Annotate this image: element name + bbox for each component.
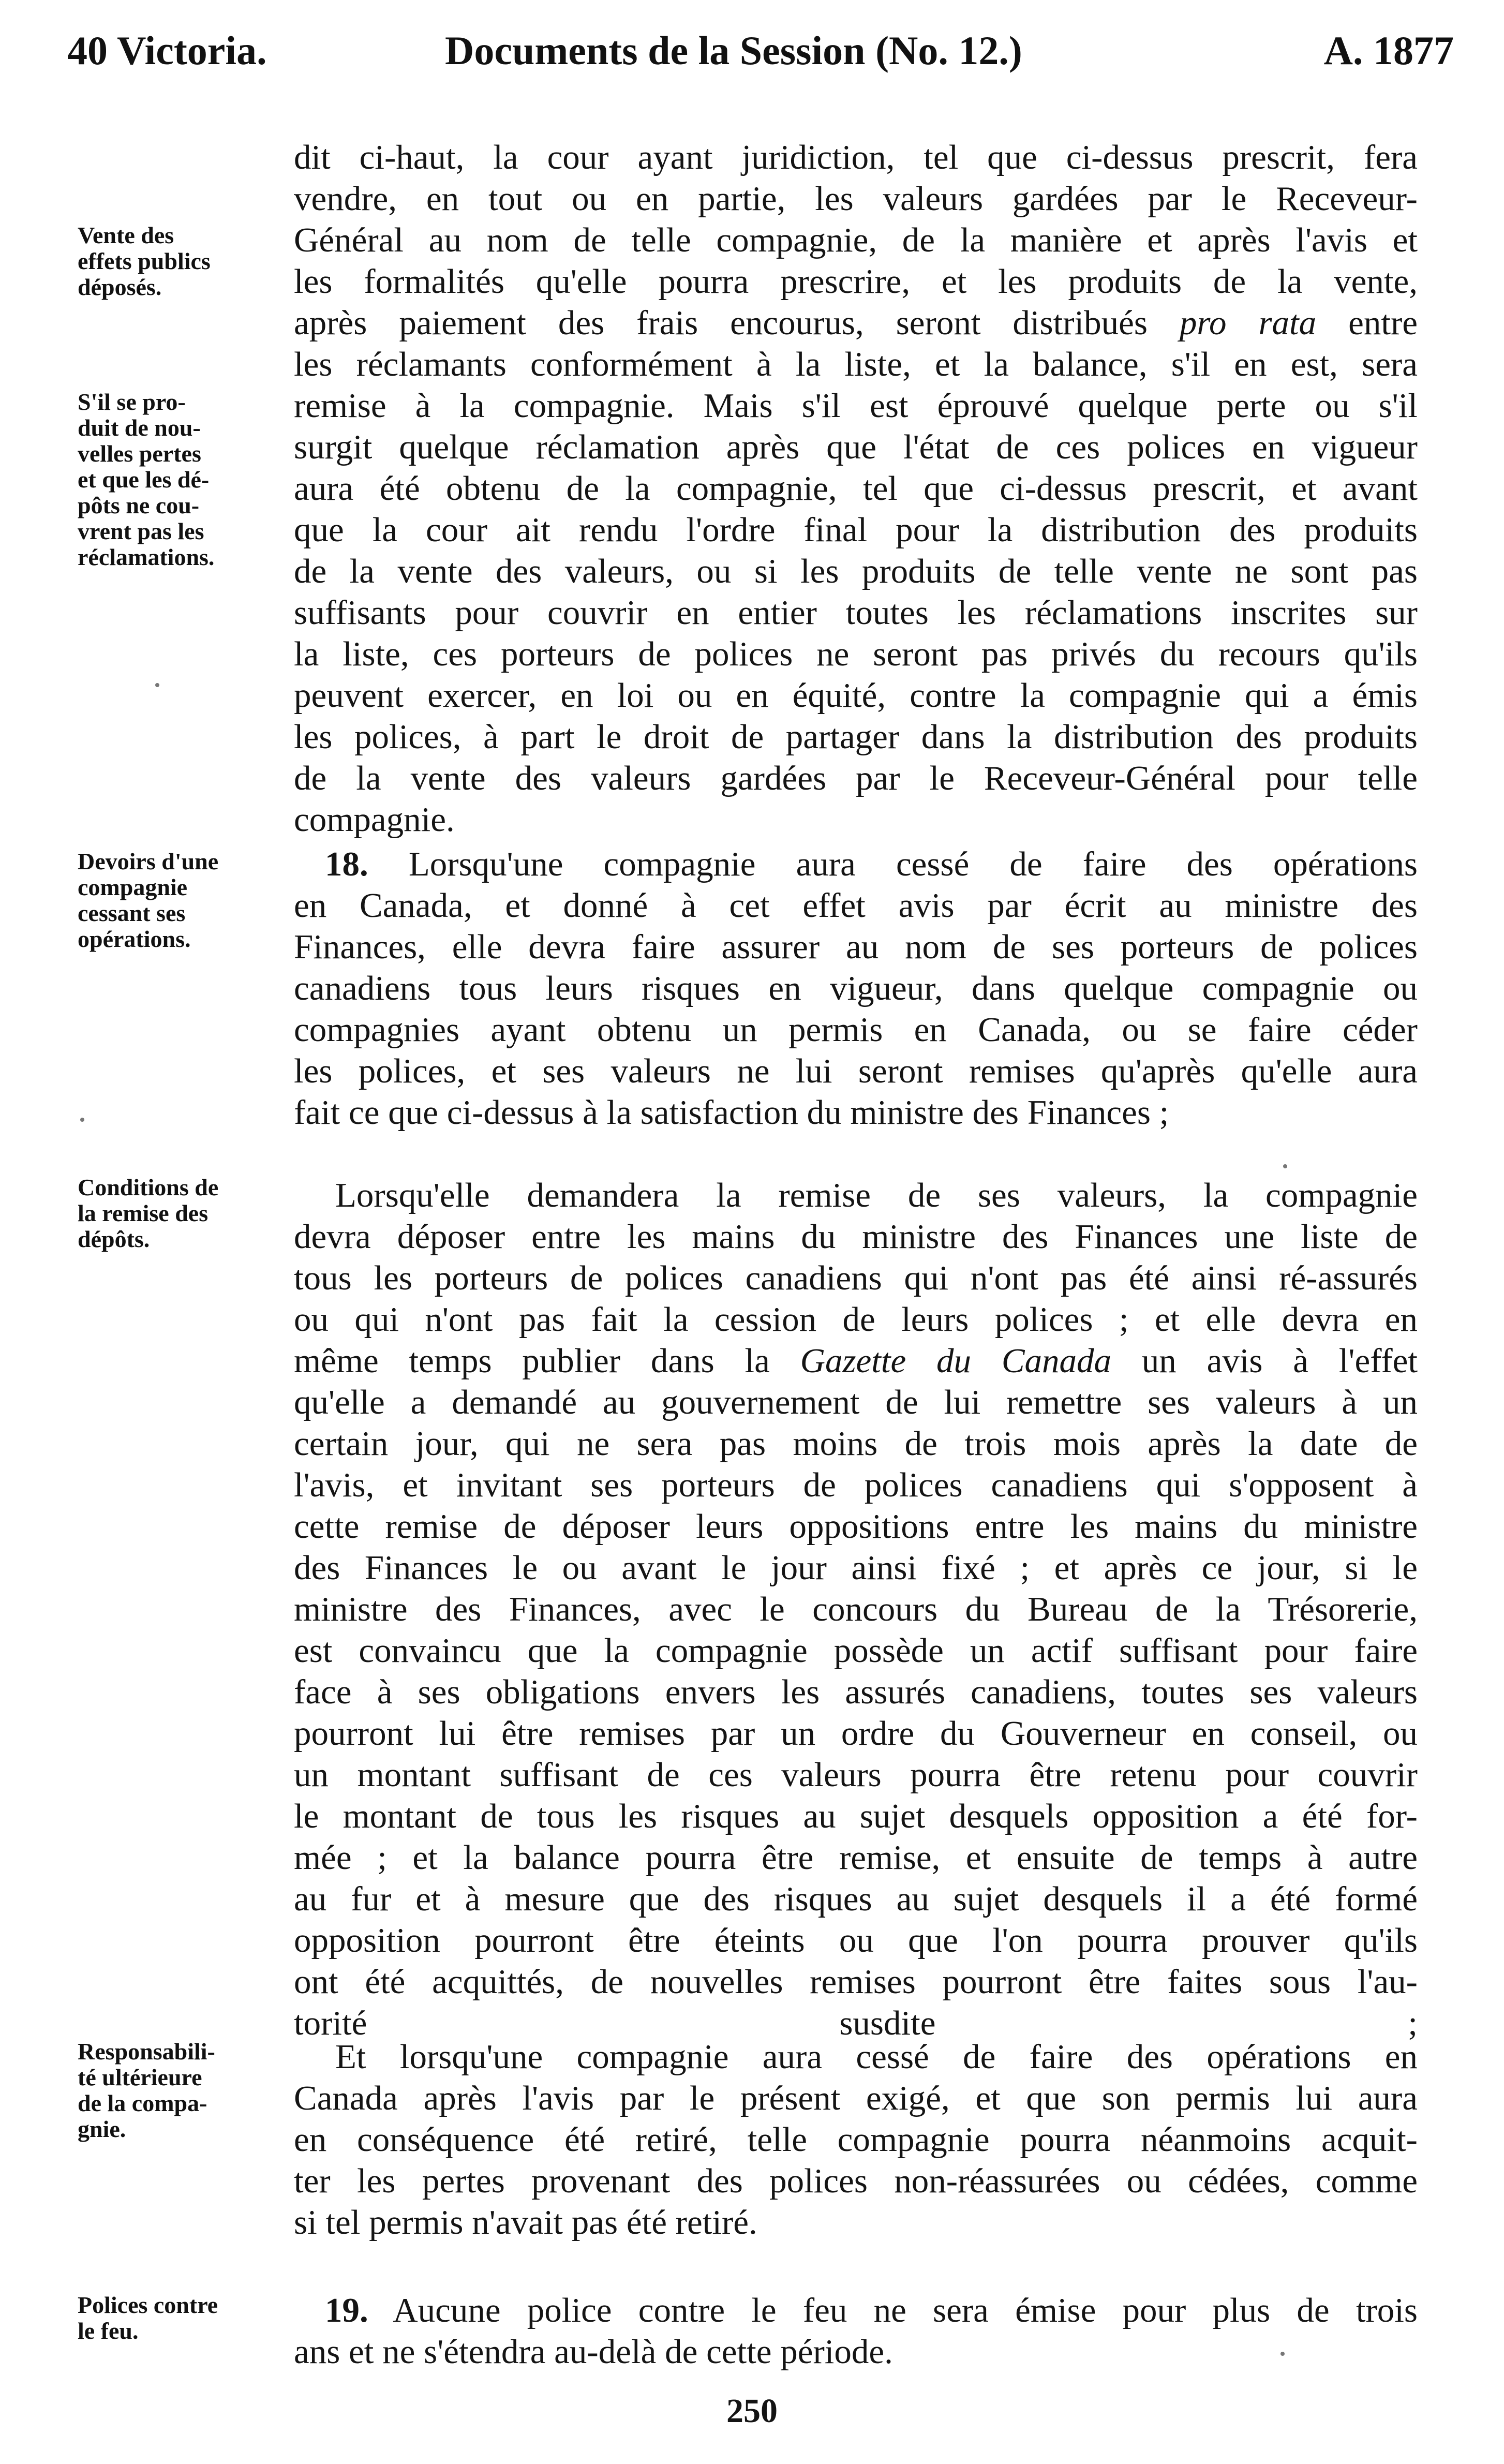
sidenote-line: Conditions de [78,1174,219,1200]
sidenote-line: S'il se pro- [78,389,186,415]
sidenote-nouvelles-pertes [78,389,295,570]
print-speck [155,683,159,687]
print-speck [1283,1164,1287,1168]
text-line-with-italic [294,302,1418,344]
text-line: aura été obtenu de la compagnie, tel que ci-dessus prescrit, et avant [294,469,1418,508]
sidenote-devoirs-compagnie [78,849,295,952]
text-line: Canada après l'avis par le présent exigé, et que son permis lui aura [294,2079,1418,2117]
sidenote-line: gnie. [78,2116,126,2142]
sidenote-line: opérations. [78,926,191,952]
text-line: suffisants pour couvrir en entier toutes les réclamations inscrites sur [294,593,1418,632]
text-line: devra déposer entre les mains du ministre des Finances une liste de [294,1218,1418,1256]
text-line: vendre, en tout ou en partie, les valeurs gardées par le Receveur- [294,180,1418,218]
sidenote-line: Devoirs d'une [78,848,219,874]
text-line: certain jour, qui ne sera pas moins de trois mois après la date de [294,1424,1418,1463]
text-line: torité susdite ; [294,2004,1418,2042]
text-line: au fur et à mesure que des risques au sujet desquels il a été formé [294,1880,1418,1918]
text-line: compagnie. [294,800,455,839]
sidenote-line: Polices contre [78,2292,218,2318]
sidenote-line: cessant ses [78,900,186,926]
text-line: de la vente des valeurs gardées par le Receveur-Général pour telle [294,759,1418,797]
text-line: mée ; et la balance pourra être remise, et ensuite de temps à autre [294,1838,1418,1877]
sidenote-line: la remise des [78,1200,209,1226]
sidenote-line: effets publics [78,248,211,274]
text-segment: après paiement des frais encourus, seront distribués [294,304,1148,342]
text-line: les formalités qu'elle pourra prescrire, et les produits de la vente, [294,262,1418,301]
sidenote-line: le feu. [78,2318,139,2344]
remise-des-valeurs-paragraph [294,1175,1418,2044]
sidenote-responsabilite [78,2039,295,2142]
text-line-with-section-number [294,2290,1418,2331]
sidenote-line: té ultérieure [78,2064,202,2090]
sidenote-conditions-remise [78,1175,295,1252]
running-header [67,20,1454,82]
header-year: A. 1877 [1323,28,1454,73]
sidenote-polices-feu [78,2292,295,2344]
text-line: de la vente des valeurs, ou si les produits de telle vente ne sont pas [294,552,1418,590]
text-line: un montant suffisant de ces valeurs pourra être retenu pour couvrir [294,1756,1418,1794]
text-line: Général au nom de telle compagnie, de la manière et après l'avis et [294,221,1418,259]
text-line: ans et ne s'étendra au-delà de cette période. [294,2333,893,2371]
text-line: les réclamants conformément à la liste, et la balance, s'il en est, sera [294,345,1418,383]
italic-phrase: Gazette du Canada [800,1342,1112,1380]
text-line: Lorsqu'elle demandera la remise de ses valeurs, la compagnie [335,1176,1418,1214]
text-line: pourront lui être remises par un ordre du Gouverneur en conseil, ou [294,1714,1418,1753]
print-speck [80,1118,84,1122]
page-number: 250 [726,2392,778,2430]
section-number: 18. [325,845,368,883]
text-segment: un avis à l'effet [1141,1342,1418,1380]
text-line: que la cour ait rendu l'ordre final pour la distribution des produits [294,511,1418,549]
text-line: fait ce que ci-dessus à la satisfaction du ministre des Finances ; [294,1093,1169,1132]
text-line: Et lorsqu'une compagnie aura cessé de faire des opérations en [335,2038,1418,2076]
text-line: la liste, ces porteurs de polices ne seront pas privés du recours qu'ils [294,635,1418,673]
sidenote-line: réclamations. [78,544,215,570]
text-line: compagnies ayant obtenu un permis en Canada, ou se faire céder [294,1011,1418,1049]
text-line: ou qui n'ont pas fait la cession de leurs polices ; et elle devra en [294,1300,1418,1339]
sidenote-line: velles pertes [78,440,201,467]
text-line: l'avis, et invitant ses porteurs de polices canadiens qui s'opposent à [294,1466,1418,1504]
text-line: des Finances le ou avant le jour ainsi fixé ; et après ce jour, si le [294,1549,1418,1587]
text-line: ter les pertes provenant des polices non-réassurées ou cédées, comme [294,2162,1418,2200]
text-line: remise à la compagnie. Mais s'il est éprouvé quelque perte ou s'il [294,387,1418,425]
italic-phrase: pro rata [1179,304,1317,342]
text-line: face à ses obligations envers les assurés canadiens, toutes ses valeurs [294,1673,1418,1711]
text-line: qu'elle a demandé au gouvernement de lui remettre ses valeurs à un [294,1383,1418,1421]
text-segment: Lorsqu'une compagnie aura cessé de faire des opérations [408,845,1418,883]
text-line: les polices, à part le droit de partager dans la distribution des produits [294,718,1418,756]
section-19-paragraph [294,2290,1418,2372]
header-regnal-year: 40 Victoria. [67,28,267,73]
sidenote-line: de la compa- [78,2090,207,2116]
header-title: Documents de la Session (No. 12.) [445,28,1022,73]
sidenote-line: compagnie [78,874,188,900]
paragraph-continuation [294,137,1418,840]
text-line: ministre des Finances, avec le concours du Bureau de la Trésorerie, [294,1590,1418,1628]
text-line: les polices, et ses valeurs ne lui seront remises qu'après qu'elle aura [294,1052,1418,1090]
sidenote-vente-des-effets [78,222,295,300]
text-line: si tel permis n'avait pas été retiré. [294,2203,757,2242]
text-segment: Aucune police contre le feu ne sera émise pour plus de trois [393,2291,1418,2329]
sidenote-line: dépôts. [78,1226,150,1252]
sidenote-line: déposés. [78,274,162,300]
sidenote-line: Vente des [78,222,174,248]
text-line-with-italic [294,1340,1418,1382]
sidenote-line: vrent pas les [78,518,204,544]
responsabilite-paragraph [294,2036,1418,2243]
sidenote-line: pôts ne cou- [78,492,200,518]
text-line: cette remise de déposer leurs oppositions entre les mains du ministre [294,1507,1418,1546]
text-line: canadiens tous leurs risques en vigueur, dans quelque compagnie ou [294,969,1418,1007]
text-line: opposition pourront être éteints ou que l'on pourra prouver qu'ils [294,1921,1418,1960]
text-line: surgit quelque réclamation après que l'état de ces polices en vigueur [294,428,1418,466]
text-line: ont été acquittés, de nouvelles remises pourront être faites sous l'au- [294,1963,1418,2001]
sidenote-line: et que les dé- [78,466,210,493]
sidenote-line: Responsabili- [78,2038,215,2065]
text-line: Finances, elle devra faire assurer au nom de ses porteurs de polices [294,928,1418,966]
text-line-with-section-number [294,843,1418,885]
text-segment: entre [1348,304,1418,342]
text-line: est convaincu que la compagnie possède un actif suffisant pour faire [294,1631,1418,1670]
text-line: dit ci-haut, la cour ayant juridiction, tel que ci-dessus prescrit, fera [294,138,1418,176]
sidenote-line: duit de nou- [78,414,201,441]
text-line: le montant de tous les risques au sujet desquels opposition a été for- [294,1797,1418,1835]
text-segment: même temps publier dans la [294,1342,770,1380]
print-speck [1280,2352,1285,2356]
text-line: en Canada, et donné à cet effet avis par écrit au ministre des [294,886,1418,925]
text-line: en conséquence été retiré, telle compagnie pourra néanmoins acquit- [294,2120,1418,2159]
text-line: tous les porteurs de polices canadiens qui n'ont pas été ainsi ré-assurés [294,1259,1418,1297]
text-line: peuvent exercer, en loi ou en équité, contre la compagnie qui a émis [294,676,1418,715]
section-number: 19. [325,2291,368,2329]
section-18-paragraph [294,843,1418,1133]
